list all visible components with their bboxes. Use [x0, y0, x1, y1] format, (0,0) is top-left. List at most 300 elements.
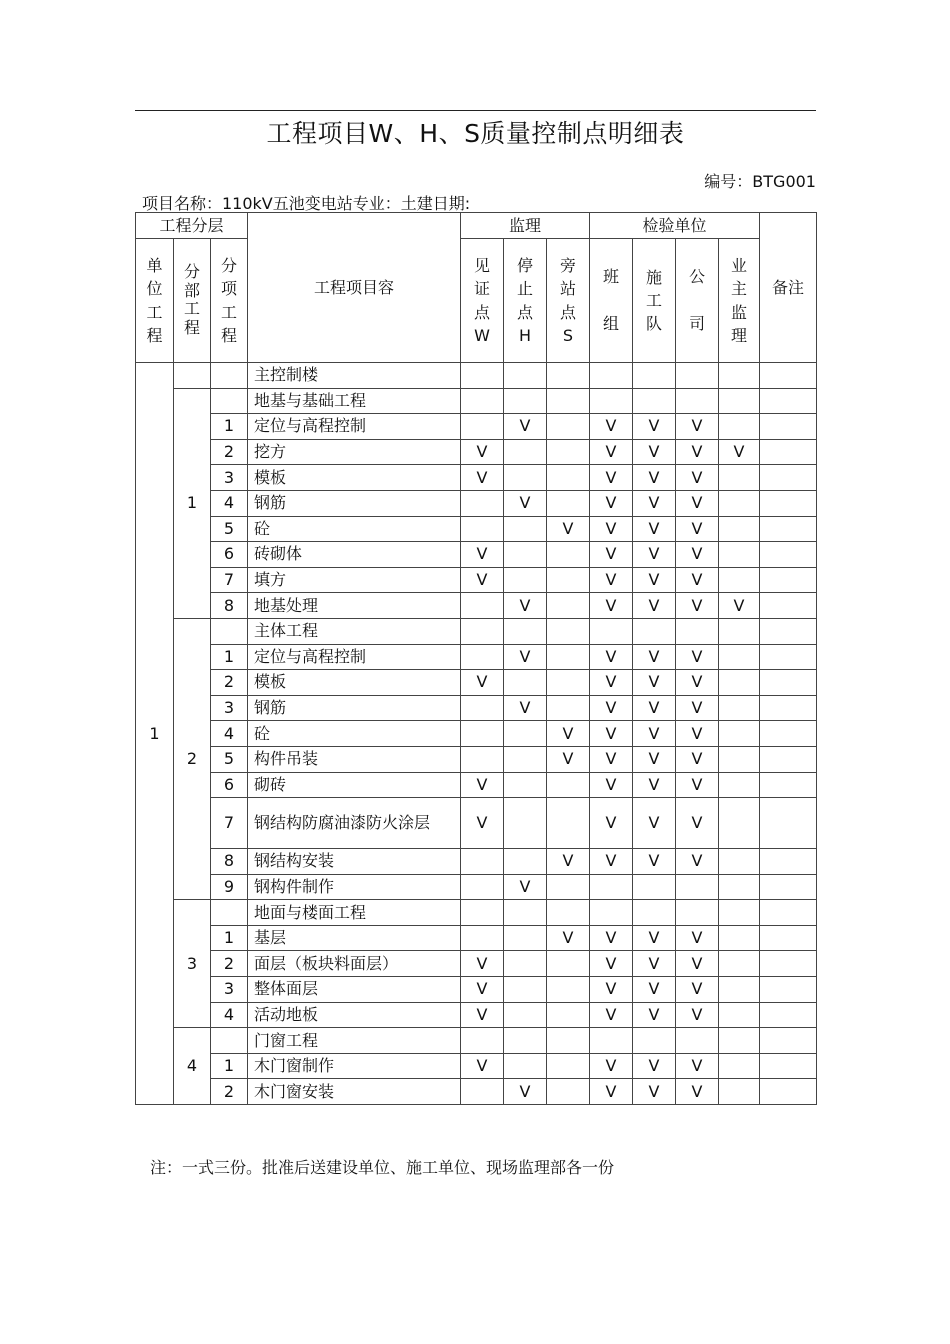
side-station-mark [547, 977, 590, 1003]
side-station-mark [547, 798, 590, 849]
empty-cell [590, 363, 633, 389]
table-row [136, 695, 817, 721]
owner-supervision-mark [719, 414, 760, 440]
team-mark: V [590, 1002, 633, 1028]
side-station-mark [547, 772, 590, 798]
item-name: 整体面层 [248, 977, 461, 1003]
owner-supervision-mark [719, 670, 760, 696]
document-number: 编号：BTG001 [704, 172, 816, 191]
empty-cell [760, 618, 817, 644]
empty-cell [547, 900, 590, 926]
remarks-cell [760, 414, 817, 440]
hold-mark: V [504, 1079, 547, 1105]
team-mark: V [590, 567, 633, 593]
empty-cell [676, 1028, 719, 1054]
item-number: 3 [211, 977, 248, 1003]
item-number: 6 [211, 542, 248, 568]
company-mark: V [676, 1053, 719, 1079]
unit-project-number: 1 [136, 363, 174, 1105]
hold-mark [504, 772, 547, 798]
remarks-cell [760, 670, 817, 696]
team-mark [590, 874, 633, 900]
witness-mark [461, 644, 504, 670]
hold-mark: V [504, 593, 547, 619]
remarks-cell [760, 746, 817, 772]
item-number: 5 [211, 746, 248, 772]
owner-supervision-mark [719, 465, 760, 491]
header-sub-project-text: 分部工程 [183, 262, 200, 337]
remarks-cell [760, 798, 817, 849]
team-mark: V [590, 1079, 633, 1105]
remarks-cell [760, 490, 817, 516]
witness-mark [461, 593, 504, 619]
crew-mark: V [633, 490, 676, 516]
item-number: 2 [211, 670, 248, 696]
empty-cell [676, 900, 719, 926]
team-mark: V [590, 798, 633, 849]
table-row [136, 849, 817, 875]
item-number: 4 [211, 1002, 248, 1028]
hold-mark [504, 925, 547, 951]
company-mark: V [676, 490, 719, 516]
witness-mark: V [461, 1002, 504, 1028]
side-station-mark: V [547, 746, 590, 772]
division-header-row [136, 1028, 817, 1054]
team-mark: V [590, 1053, 633, 1079]
hold-mark: V [504, 695, 547, 721]
empty-cell [504, 363, 547, 389]
item-number: 1 [211, 644, 248, 670]
header-side-station-point-text: 旁站点S [559, 256, 576, 345]
item-number: 3 [211, 695, 248, 721]
item-name: 模板 [248, 670, 461, 696]
empty-cell [461, 1028, 504, 1054]
header-side-station-point [547, 239, 590, 363]
remarks-cell [760, 542, 817, 568]
hold-mark [504, 746, 547, 772]
side-station-mark [547, 414, 590, 440]
side-station-mark: V [547, 516, 590, 542]
crew-mark: V [633, 772, 676, 798]
empty-cell [590, 1028, 633, 1054]
table-row [136, 772, 817, 798]
side-station-mark [547, 439, 590, 465]
empty-cell [719, 388, 760, 414]
crew-mark: V [633, 695, 676, 721]
empty-cell [760, 1028, 817, 1054]
division-header-row [136, 900, 817, 926]
company-mark: V [676, 644, 719, 670]
hold-mark [504, 849, 547, 875]
table-row [136, 465, 817, 491]
team-mark: V [590, 721, 633, 747]
company-mark: V [676, 951, 719, 977]
table-row [136, 490, 817, 516]
division-name: 门窗工程 [248, 1028, 461, 1054]
empty-cell [547, 618, 590, 644]
hold-mark [504, 670, 547, 696]
item-number: 7 [211, 567, 248, 593]
company-mark: V [676, 721, 719, 747]
empty-cell [719, 900, 760, 926]
table-row [136, 1079, 817, 1105]
header-owner-supervision [719, 239, 760, 363]
header-company-text: 公司 [688, 267, 705, 333]
owner-supervision-mark [719, 1079, 760, 1105]
witness-mark: V [461, 1053, 504, 1079]
owner-supervision-mark [719, 772, 760, 798]
crew-mark: V [633, 567, 676, 593]
side-station-mark [547, 951, 590, 977]
hold-mark [504, 951, 547, 977]
table-row [136, 977, 817, 1003]
empty-cell [590, 388, 633, 414]
witness-mark: V [461, 798, 504, 849]
team-mark: V [590, 593, 633, 619]
side-station-mark [547, 644, 590, 670]
item-number: 4 [211, 490, 248, 516]
header-supervision: 监理 [461, 213, 590, 239]
crew-mark: V [633, 746, 676, 772]
owner-supervision-mark [719, 951, 760, 977]
hold-mark [504, 798, 547, 849]
company-mark: V [676, 465, 719, 491]
crew-mark: V [633, 439, 676, 465]
witness-mark [461, 746, 504, 772]
remarks-cell [760, 1079, 817, 1105]
owner-supervision-mark [719, 746, 760, 772]
side-station-mark [547, 567, 590, 593]
item-number: 1 [211, 414, 248, 440]
side-station-mark [547, 465, 590, 491]
company-mark: V [676, 977, 719, 1003]
crew-mark: V [633, 721, 676, 747]
team-mark: V [590, 465, 633, 491]
owner-supervision-mark [719, 542, 760, 568]
remarks-cell [760, 695, 817, 721]
empty-cell [760, 363, 817, 389]
remarks-cell [760, 567, 817, 593]
table-row [136, 798, 817, 849]
empty-cell [504, 388, 547, 414]
table-row [136, 951, 817, 977]
empty-cell [461, 900, 504, 926]
witness-mark [461, 925, 504, 951]
table-row [136, 721, 817, 747]
item-number-cell-empty [211, 388, 248, 414]
table-body [136, 363, 817, 1105]
item-name: 砖砌体 [248, 542, 461, 568]
item-name: 定位与高程控制 [248, 644, 461, 670]
crew-mark: V [633, 977, 676, 1003]
header-owner-supervision-text: 业主监理 [730, 256, 747, 345]
table-row [136, 746, 817, 772]
table-row [136, 414, 817, 440]
header-item-project-text: 分项工程 [220, 256, 237, 345]
witness-mark [461, 874, 504, 900]
side-station-mark [547, 1053, 590, 1079]
team-mark: V [590, 644, 633, 670]
owner-supervision-mark [719, 721, 760, 747]
division-name: 地面与楼面工程 [248, 900, 461, 926]
company-mark: V [676, 516, 719, 542]
item-number-cell-empty [211, 363, 248, 389]
crew-mark: V [633, 414, 676, 440]
remarks-cell [760, 1002, 817, 1028]
team-mark: V [590, 516, 633, 542]
crew-mark: V [633, 1079, 676, 1105]
header-row-1 [136, 213, 817, 239]
hold-mark: V [504, 414, 547, 440]
side-station-mark: V [547, 925, 590, 951]
team-mark: V [590, 695, 633, 721]
item-number: 1 [211, 1053, 248, 1079]
empty-cell [504, 1028, 547, 1054]
building-name: 主控制楼 [248, 363, 461, 389]
witness-mark [461, 516, 504, 542]
header-construction-crew-text: 施工队 [645, 267, 662, 334]
header-company [676, 239, 719, 363]
division-cell-empty [174, 363, 211, 389]
witness-mark: V [461, 951, 504, 977]
empty-cell [633, 388, 676, 414]
witness-mark: V [461, 567, 504, 593]
company-mark: V [676, 1002, 719, 1028]
item-number: 2 [211, 1079, 248, 1105]
division-name: 地基与基础工程 [248, 388, 461, 414]
item-number: 5 [211, 516, 248, 542]
item-name: 基层 [248, 925, 461, 951]
item-name: 模板 [248, 465, 461, 491]
header-construction-crew [633, 239, 676, 363]
empty-cell [719, 363, 760, 389]
remarks-cell [760, 977, 817, 1003]
company-mark: V [676, 414, 719, 440]
witness-mark: V [461, 465, 504, 491]
item-name: 钢筋 [248, 490, 461, 516]
witness-mark [461, 849, 504, 875]
team-mark: V [590, 439, 633, 465]
table-row [136, 1002, 817, 1028]
remarks-cell [760, 465, 817, 491]
witness-mark: V [461, 670, 504, 696]
crew-mark: V [633, 1002, 676, 1028]
item-number-cell-empty [211, 618, 248, 644]
company-mark: V [676, 925, 719, 951]
header-witness-point-text: 见证点W [473, 256, 490, 345]
team-mark: V [590, 490, 633, 516]
owner-supervision-mark [719, 644, 760, 670]
empty-cell [547, 1028, 590, 1054]
owner-supervision-mark [719, 490, 760, 516]
crew-mark: V [633, 542, 676, 568]
hold-mark: V [504, 644, 547, 670]
hold-mark [504, 567, 547, 593]
owner-supervision-mark [719, 695, 760, 721]
item-name: 定位与高程控制 [248, 414, 461, 440]
header-remarks: 备注 [760, 213, 817, 363]
side-station-mark: V [547, 721, 590, 747]
crew-mark: V [633, 670, 676, 696]
witness-mark: V [461, 439, 504, 465]
company-mark: V [676, 1079, 719, 1105]
owner-supervision-mark: V [719, 439, 760, 465]
empty-cell [461, 388, 504, 414]
company-mark [676, 874, 719, 900]
item-name: 木门窗安装 [248, 1079, 461, 1105]
hold-mark [504, 465, 547, 491]
owner-supervision-mark [719, 977, 760, 1003]
item-number: 8 [211, 849, 248, 875]
witness-mark [461, 1079, 504, 1105]
crew-mark: V [633, 925, 676, 951]
team-mark: V [590, 849, 633, 875]
empty-cell [590, 900, 633, 926]
hold-mark [504, 977, 547, 1003]
empty-cell [633, 363, 676, 389]
owner-supervision-mark [719, 1002, 760, 1028]
owner-supervision-mark [719, 798, 760, 849]
empty-cell [633, 1028, 676, 1054]
header-item-project [211, 239, 248, 363]
remarks-cell [760, 439, 817, 465]
item-name: 砼 [248, 516, 461, 542]
empty-cell [760, 900, 817, 926]
company-mark: V [676, 593, 719, 619]
crew-mark [633, 874, 676, 900]
team-mark: V [590, 542, 633, 568]
empty-cell [461, 363, 504, 389]
crew-mark: V [633, 465, 676, 491]
owner-supervision-mark: V [719, 593, 760, 619]
empty-cell [719, 618, 760, 644]
remarks-cell [760, 516, 817, 542]
item-number: 8 [211, 593, 248, 619]
top-rule [135, 110, 816, 111]
item-number: 1 [211, 925, 248, 951]
remarks-cell [760, 593, 817, 619]
empty-cell [547, 363, 590, 389]
side-station-mark [547, 695, 590, 721]
witness-mark: V [461, 772, 504, 798]
team-mark: V [590, 670, 633, 696]
team-mark: V [590, 977, 633, 1003]
page-title: 工程项目W、H、S质量控制点明细表 [266, 119, 685, 148]
team-mark: V [590, 746, 633, 772]
table-row [136, 874, 817, 900]
witness-mark: V [461, 542, 504, 568]
crew-mark: V [633, 798, 676, 849]
company-mark: V [676, 746, 719, 772]
item-name: 活动地板 [248, 1002, 461, 1028]
witness-mark [461, 490, 504, 516]
hold-mark [504, 1002, 547, 1028]
header-unit-project [136, 239, 174, 363]
owner-supervision-mark [719, 1053, 760, 1079]
witness-mark [461, 414, 504, 440]
witness-mark [461, 721, 504, 747]
item-name: 砼 [248, 721, 461, 747]
item-name: 挖方 [248, 439, 461, 465]
remarks-cell [760, 1053, 817, 1079]
quality-control-table [135, 212, 817, 1105]
remarks-cell [760, 925, 817, 951]
division-number: 3 [174, 900, 211, 1028]
item-number: 4 [211, 721, 248, 747]
table-row [136, 925, 817, 951]
crew-mark: V [633, 951, 676, 977]
header-hold-point [504, 239, 547, 363]
hold-mark: V [504, 874, 547, 900]
hold-mark [504, 516, 547, 542]
item-name: 钢结构防腐油漆防火涂层 [248, 798, 461, 849]
team-mark: V [590, 951, 633, 977]
hold-mark [504, 542, 547, 568]
side-station-mark [547, 670, 590, 696]
division-header-row [136, 388, 817, 414]
project-meta-line: 项目名称：110kV五池变电站专业：土建日期: [142, 194, 471, 213]
building-row [136, 363, 817, 389]
crew-mark: V [633, 516, 676, 542]
company-mark: V [676, 670, 719, 696]
crew-mark: V [633, 1053, 676, 1079]
item-number: 7 [211, 798, 248, 849]
remarks-cell [760, 874, 817, 900]
item-name: 木门窗制作 [248, 1053, 461, 1079]
crew-mark: V [633, 593, 676, 619]
empty-cell [461, 618, 504, 644]
side-station-mark [547, 593, 590, 619]
header-layer-group: 工程分层 [136, 213, 248, 239]
remarks-cell [760, 644, 817, 670]
item-name: 砌砖 [248, 772, 461, 798]
item-name: 钢结构安装 [248, 849, 461, 875]
item-name: 填方 [248, 567, 461, 593]
item-number: 3 [211, 465, 248, 491]
item-name: 地基处理 [248, 593, 461, 619]
crew-mark: V [633, 849, 676, 875]
item-number: 6 [211, 772, 248, 798]
team-mark: V [590, 414, 633, 440]
company-mark: V [676, 798, 719, 849]
owner-supervision-mark [719, 567, 760, 593]
empty-cell [504, 618, 547, 644]
hold-mark: V [504, 490, 547, 516]
division-number: 4 [174, 1028, 211, 1105]
item-number: 9 [211, 874, 248, 900]
company-mark: V [676, 542, 719, 568]
owner-supervision-mark [719, 874, 760, 900]
division-number: 1 [174, 388, 211, 618]
item-name: 钢构件制作 [248, 874, 461, 900]
table-row [136, 516, 817, 542]
remarks-cell [760, 721, 817, 747]
table-row [136, 670, 817, 696]
empty-cell [676, 363, 719, 389]
company-mark: V [676, 772, 719, 798]
empty-cell [633, 618, 676, 644]
side-station-mark [547, 1079, 590, 1105]
team-mark: V [590, 925, 633, 951]
owner-supervision-mark [719, 849, 760, 875]
remarks-cell [760, 951, 817, 977]
table-row [136, 1053, 817, 1079]
witness-mark: V [461, 977, 504, 1003]
footer-note: 注：一式三份。批准后送建设单位、施工单位、现场监理部各一份 [150, 1158, 615, 1177]
hold-mark [504, 1053, 547, 1079]
owner-supervision-mark [719, 925, 760, 951]
hold-mark [504, 721, 547, 747]
